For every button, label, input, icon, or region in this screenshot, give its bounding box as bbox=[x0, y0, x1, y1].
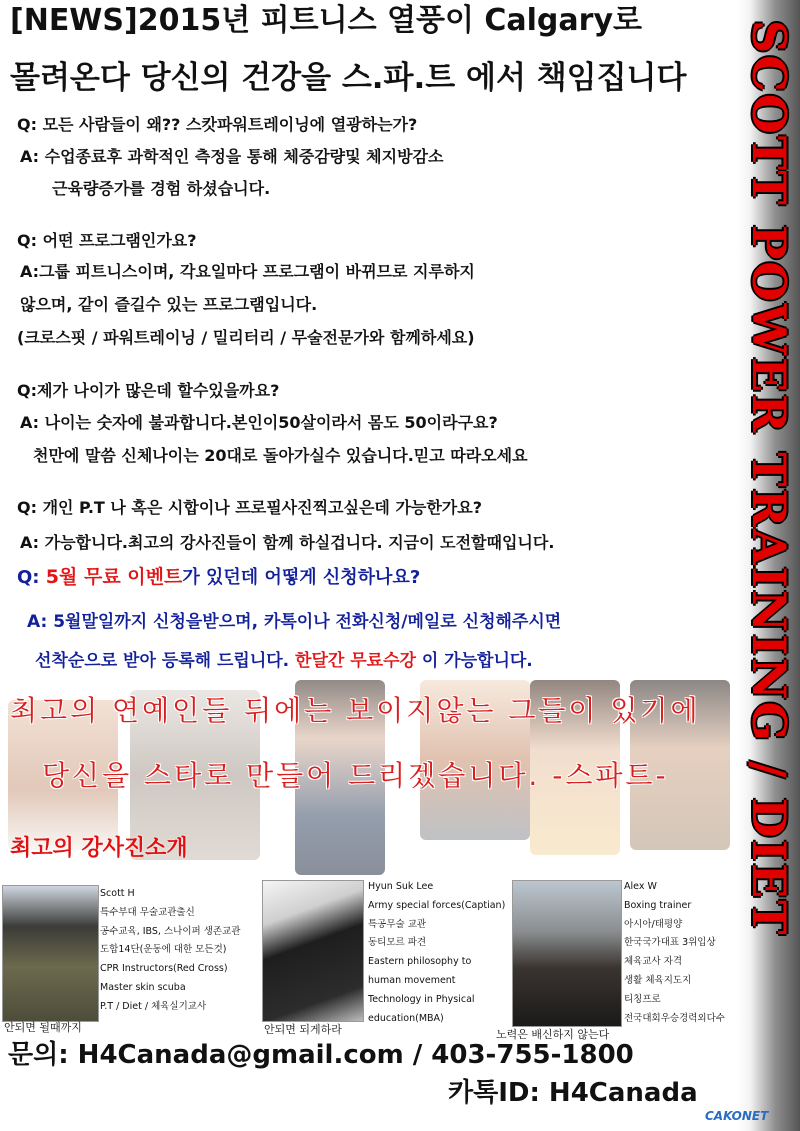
trainer-1-detail: Master skin scuba bbox=[100, 981, 186, 993]
contact-email-phone: 문의: H4Canada@gmail.com / 403-755-1800 bbox=[8, 1040, 634, 1070]
trainer-2-motto: 안되면 되게하라 bbox=[264, 1023, 342, 1036]
trainer-1-name: Scott H bbox=[100, 888, 135, 899]
trainer-1-detail: 도합14단(운동에 대한 모든것) bbox=[100, 944, 227, 956]
faq-answer-1-line-1: A: 수업종료후 과학적인 측정을 통해 체중감량및 체지방감소 bbox=[20, 147, 444, 166]
faq-answer-2-line-1: A:그룹 피트니스이며, 각요일마다 프로그램이 바뀌므로 지루하지 bbox=[20, 262, 475, 281]
trainer-1-info bbox=[100, 885, 240, 1017]
headline-line-1: [NEWS]2015년 피트니스 열풍이 Calgary로 bbox=[10, 3, 642, 38]
trainer-2-detail: Technology in Physical bbox=[368, 993, 475, 1005]
free-event-highlight: 5월 무료 이벤트 bbox=[45, 566, 183, 588]
faq-question-2: Q: 어떤 프로그램인가요? bbox=[17, 231, 197, 250]
trainer-2-info bbox=[368, 878, 505, 1028]
sidebar-title-text: SCOTT POWER TRAINING / DIET bbox=[742, 20, 796, 937]
trainer-3-detail: 티칭프로 bbox=[624, 993, 661, 1005]
trainer-1-photo bbox=[2, 885, 99, 1022]
trainer-3-photo bbox=[512, 880, 622, 1027]
slogan-line-2: 당신을 스타로 만들어 드리겠습니다. -스파트- bbox=[42, 759, 669, 792]
trainer-2-detail: 특공무술 교관 bbox=[368, 918, 427, 930]
trainer-3-info bbox=[624, 878, 725, 1028]
trainer-3-detail: 전국대회우승경력외다수 bbox=[624, 1012, 725, 1024]
instructors-heading: 최고의 강사진소개 bbox=[10, 836, 188, 861]
free-month-highlight: 한달간 무료수강 bbox=[295, 651, 416, 671]
trainer-2-detail: Eastern philosophy to bbox=[368, 956, 472, 968]
trainer-1-motto: 안되면 될때까지 bbox=[4, 1021, 82, 1034]
faq-answer-5-prefix: 선착순으로 받아 등록해 드립니다. bbox=[35, 651, 296, 671]
trainer-3-detail: 한국국가대표 3위입상 bbox=[624, 937, 716, 949]
faq-answer-2-line-3: (크로스핏 / 파워트레이닝 / 밀리터리 / 무술전문가와 함께하세요) bbox=[17, 328, 475, 347]
faq-answer-5-line-1: A: 5월말일까지 신청을받으며, 카톡이나 전화신청/메일로 신청해주시면 bbox=[27, 612, 562, 632]
faq-question-5 bbox=[17, 568, 420, 587]
trainer-2-detail: education(MBA) bbox=[368, 1012, 444, 1024]
faq-answer-4: A: 가능합니다.최고의 강사진들이 함께 하실겁니다. 지금이 도전할때입니다. bbox=[20, 533, 555, 552]
trainer-3-motto: 노력은 배신하지 않는다 bbox=[496, 1028, 610, 1041]
faq-answer-2-line-2: 않으며, 같이 즐길수 있는 프로그램입니다. bbox=[20, 295, 318, 314]
trainer-2-detail: human movement bbox=[368, 974, 456, 986]
trainer-3-detail: 체육교사 자격 bbox=[624, 956, 683, 968]
trainer-2-name: Hyun Suk Lee bbox=[368, 881, 434, 892]
trainer-3-detail: 아시아/태평양 bbox=[624, 918, 683, 930]
kakao-id: 카톡ID: H4Canada bbox=[448, 1078, 698, 1108]
trainer-3-name: Alex W bbox=[624, 881, 657, 892]
trainer-2-detail: Army special forces(Captian) bbox=[368, 899, 506, 911]
faq-answer-1-line-2: 근육량증가를 경험 하셨습니다. bbox=[52, 179, 271, 198]
faq-question-5-suffix: 가 있던데 어떻게 신청하나요? bbox=[182, 567, 421, 588]
faq-question-5-prefix: Q: bbox=[17, 567, 46, 588]
trainer-3-detail: 생활 체육지도지 bbox=[624, 974, 692, 986]
site-watermark: CAKONET bbox=[705, 1109, 769, 1123]
trainer-2-photo bbox=[262, 880, 364, 1022]
trainer-1-detail: 공수교육, IBS, 스나이퍼 생존교관 bbox=[100, 925, 241, 937]
faq-answer-5-suffix: 이 가능합니다. bbox=[415, 651, 533, 671]
trainer-2-detail: 동티모르 파견 bbox=[368, 937, 427, 949]
trainer-3-detail: Boxing trainer bbox=[624, 899, 692, 911]
trainer-1-detail: CPR Instructors(Red Cross) bbox=[100, 963, 228, 975]
slogan-line-1: 최고의 연예인들 뒤에는 보이지않는 그들이 있기에 bbox=[10, 694, 701, 727]
headline-line-2: 몰려온다 당신의 건강을 스.파.트 에서 책임집니다 bbox=[10, 60, 687, 96]
faq-answer-5-line-2 bbox=[35, 653, 533, 670]
faq-question-3: Q:제가 나이가 많은데 할수있을까요? bbox=[17, 381, 280, 400]
faq-question-1: Q: 모든 사람들이 왜?? 스캇파워트레이닝에 열광하는가? bbox=[17, 115, 418, 134]
faq-question-4: Q: 개인 P.T 나 혹은 시합이나 프로필사진찍고싶은데 가능한가요? bbox=[17, 498, 482, 517]
faq-answer-3-line-2: 천만에 말씀 신체나이는 20대로 돌아가실수 있습니다.믿고 따라오세요 bbox=[33, 446, 528, 465]
faq-answer-3-line-1: A: 나이는 숫자에 불과합니다.본인이50살이라서 몸도 50이라구요? bbox=[20, 413, 498, 432]
trainer-1-detail: 특수부대 무술교관출신 bbox=[100, 906, 195, 918]
trainer-1-detail: P.T / Diet / 체육실기교사 bbox=[100, 1000, 207, 1012]
